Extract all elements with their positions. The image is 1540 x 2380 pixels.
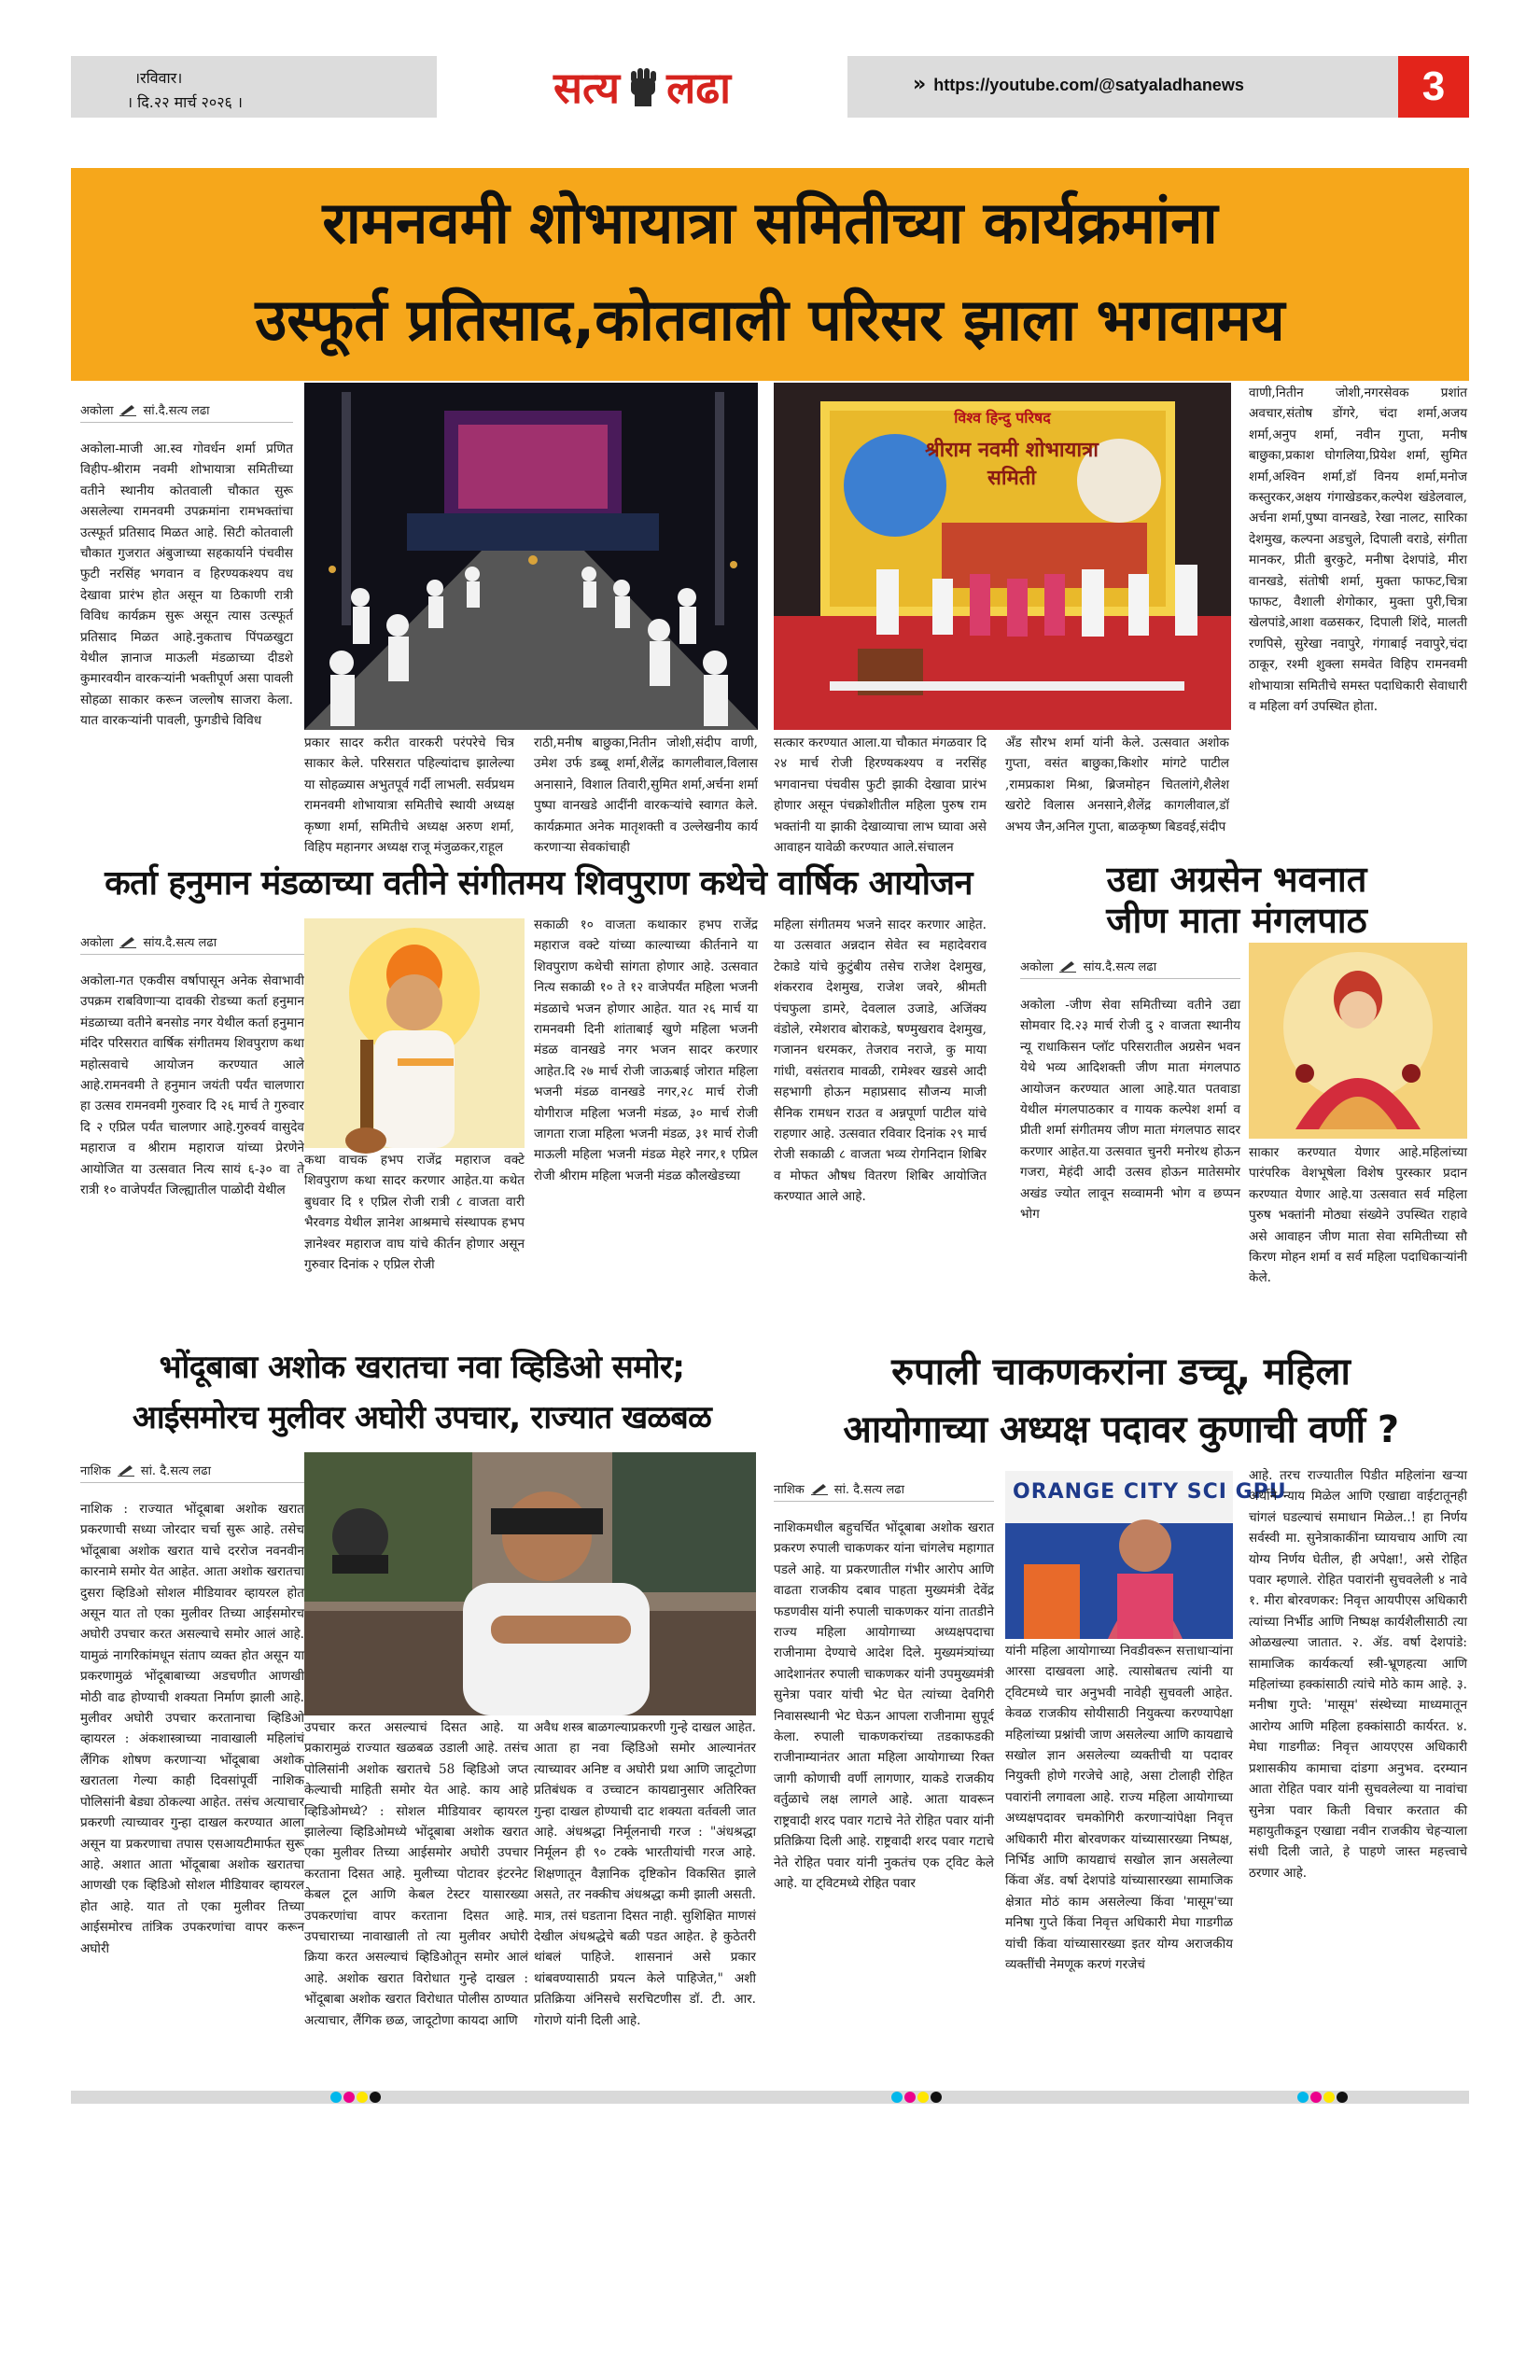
photo2-text: श्रीराम नवमी शोभायात्रा समिती: [925, 439, 1099, 490]
rupali-col-2: यांनी महिला आयोगाच्या निवडीवरून सत्ताधाऱ्यांना आरसा दाखवला आहे. त्यासोबतच त्यांनी या ट्विटमध्ये चार अनुभवी नावेही सुचवली आहेत. केवळ राजकीय सोयीसाठी नियुक्त्या करण्यापेक्षा महिलांच्या प्रश्नांची जाण असलेल्या आणि कायद्याचे सखोल ज्ञान असलेल्या व्यक्तीची या पदावर नियुक्ती होणे गरजेचे आहे, असा टोलाही रोहित पवारांनी लगावला आहे. राज्य महिला आयोगाच्या अध्यक्षपदावर चमकोगिरी करणाऱ्यांपेक्षा निवृत्त अधिकारी मीरा बोरवणकर यांच्यासारख्या निष्पक्ष, निर्भिड आणि कायद्याचं सखोल ज्ञान असलेल्या किंवा ॲड. वर्षा देशपांडे यांच्यासारख्या सामाजिक क्षेत्रात मोठं काम असलेल्या किंवा 'मासूम'च्या मनिषा गुप्ते किंवा निवृत्त अधिकारी मेघा गाडगीळ यांची किंवा यांच्यासारख्या इतर योग्य अराजकीय व्यक्तींची नेमणूक करणं गरजेचं: [1005, 1644, 1233, 1973]
lead-col-3: राठी,मनीष बाछुका,नितीन जोशी,संदीप वाणी, उमेश उर्फ डब्बू शर्मा,शैलेंद्र कागलीवाल,विलास अनासाने, विशाल तिवारी,सुमित शर्मा,अर्चना शर्मा पुष्पा वानखडे आदींनी वारकऱ्यांचे स्वागत केले. कार्यक्रमात अनेक मातृशक्ती व उल्लेखनीय कार्य करणाऱ्या सेवकांचाही: [534, 735, 758, 856]
youtube-link[interactable]: [913, 75, 1244, 95]
lead-col-4: सत्कार करण्यात आला.या चौकात मंगळवार दि २४ मार्च रोजी हिरण्यकश्यप व नरसिंह भगवानचा पंचवीस फुटी झाकी देखावा प्रारंभ होणार असून पंचक्रोशीतील महिला पुरुष राम भक्तांनी या झाकी देखाव्याचा लाभ घ्यावा असे आवाहन यावेळी करण्यात आले.संचालन: [774, 735, 987, 856]
lead-col-1: अकोला-माजी आ.स्व गोवर्धन शर्मा प्रणित विहीप-श्रीराम नवमी शोभायात्रा समितीच्या वतीने स्थानीय कोतवाली चौकात सुरू असलेल्या रामनवमी उपक्रमांना रामभक्तांचा उत्स्फूर्त प्रतिसाद मिळत आहे. सिटी कोतवाली चौकात गुजरात अंबुजाच्या सहकार्याने पंचवीस फुटी नरसिंह भगवान व हिरण्यकश्यप वध देखावा प्रारंभ होत असून या ठिकाणी रात्री विविध कार्यक्रम सुरू असून त्यास उत्स्फूर्त प्रतिसाद मिळत आहे.नुकताच पिंपळखुटा येथील ज्ञानाज माऊली मंडळाच्या दीडशे कुमारवयीन वारकऱ्यांनी भक्तीपूर्ण असा पावली सोहळा साकार करून जल्लोष साजरा केला. यात वारकऱ्यांनी पावली, फुगडीचे विविध: [80, 441, 293, 729]
rupali-photo: [1005, 1471, 1287, 1639]
pen-icon: [119, 403, 137, 416]
dateline-place: नाशिक: [80, 1464, 111, 1478]
logo-word-left: सत्य: [553, 63, 621, 113]
bhondu-headline-line1: भोंदूबाबा अशोक खरातचा नवा व्हिडिओ समोर;: [159, 1349, 685, 1386]
lead-headline-line1: रामनवमी शोभायात्रा समितीच्या कार्यक्रमांना: [322, 189, 1218, 257]
pen-icon: [119, 935, 137, 948]
masthead: [71, 56, 1469, 118]
rupali-col-1: नाशिकमधील बहुचर्चित भोंदूबाबा अशोक खरात प्रकरण रुपाली चाकणकर यांना चांगलेच महागात पडले आहे. या प्रकरणातील गंभीर आरोप आणि वाढता राजकीय दबाव पाहता मुख्यमंत्री देवेंद्र फडणवीस यांनी रुपाली चाकणकर यांना तातडीने राज्य महिला आयोगाच्या अध्यक्षपदाचा राजीनामा देण्याचे आदेश दिले. मुख्यमंत्र्यांच्या आदेशानंतर रुपाली चाकणकर यांनी उपमुख्यमंत्री सुनेत्रा पवार यांची भेट घेत त्यांच्या देवगिरी निवासस्थानी भेट घेऊन आपला राजीनामा सुपूर्द केला. रुपाली चाकणकरांच्या तडकाफडकी राजीनाम्यानंतर आता महिला आयोगाच्या रिक्त जागी कोणाची वर्णी लागणार, याकडे राजकीय वर्तुळाचे लक्ष लागले आहे. आता यावरून राष्ट्रवादी शरद पवार गटाचे नेते रोहित पवार यांनी प्रतिक्रिया दिली आहे. राष्ट्रवादी शरद पवार गटाचे नेते रोहित पवार यांनी नुकतंच एक ट्विट केले आहे. या ट्विटमध्ये रोहित पवार: [774, 1520, 994, 1891]
pen-icon: [810, 1482, 829, 1495]
jeen-dateline: [1020, 958, 1240, 979]
logo-word-right: लढा: [666, 63, 732, 113]
lead-photo-2: [774, 383, 1231, 730]
photo2-banner: विश्व हिन्दु परिषद: [954, 409, 1051, 427]
lead-col-5: अँड सौरभ शर्मा यांनी केले. उत्सवात अशोक गुप्ता, वसंत बाछुका,किशोर मांगटे पाटील ,रामप्रकाश मिश्रा, ब्रिजमोहन चितलांगे,शैलेश खरोटे विलास अनसाने,शैलेंद्र कागलीवाल,डॉ अभय जैन,अनिल गुप्ता, बाळकृष्ण बिडवई,संदीप: [1005, 735, 1229, 834]
bhondu-col-1: नाशिक : राज्यात भोंदूबाबा अशोक खरात प्रकरणाची सध्या जोरदार चर्चा सुरू आहे. तसेच भोंदूबाबा अशोक खरात याचे दररोज नवनवीन कारनामे समोर येत आहेत. आता अशोक खरातचा दुसरा व्हिडिओ सोशल मीडियावर व्हायरल होत असून यात तो एका मुलीवर तिच्या आईसमोरच अघोरी उपचार करत असल्याचे समोर आलं आहे. यामुळं नागरिकांमधून संताप व्यक्त होत असून या प्रकरणामुळं भोंदूबाबाच्या अडचणीत आणखी मोठी वाढ होण्याची शक्यता निर्माण झाली आहे. मुलीवर अघोरी उपचार करतानाचा व्हिडिओ व्हायरल : अंकशास्त्राच्या नावाखाली महिलांचं लैंगिक शोषण करणाऱ्या भोंदूबाबा अशोक खरातला गेल्या काही दिवसांपूर्वी नाशिक पोलिसांनी बेड्या ठोकल्या आहेत. तसंच अत्याचार प्रकरणी त्याच्यावर गुन्हा दाखल करण्यात आला असून या प्रकरणाचा तपास एसआयटीमार्फत सुरू आहे. अशात आता भोंदूबाबा अशोक खरातचा आणखी एक व्हिडिओ सोशल मीडियावर व्हायरल होत आहे. यात तो एका मुलीवर तिच्या आईसमोरच तांत्रिक उपकरणांचा वापर करून अघोरी: [80, 1502, 304, 1956]
registration-marks-left: [330, 2092, 381, 2103]
lead-col-6: वाणी,नितीन जोशी,नगरसेवक प्रशांत अवचार,संतोष डोंगरे, चंदा शर्मा,अजय शर्मा,अनुप शर्मा, नवीन गुप्ता, मनीष बाछुका,प्रकाश घोगलिया,प्रियेश शर्मा, सुमित शर्मा,अश्विन शर्मा,डॉ विनय शर्मा,मनोज कस्तुरकर,अक्षय गंगाखेडकर,कल्पेश खंडेलवाल, अर्चना शर्मा,पुष्पा वानखडे, रेखा नालट, सारिका देशमुख, कल्पना अडचुले, दिपाली वराडे, संगीता मानकर, प्रीती बुरकुटे, मनीषा देशपांडे, मीरा वानखडे, संतोषी शर्मा, मुक्ता फाफट,चित्रा फाफट, वैशाली शेगोकार, मुक्ता पुरी,चित्रा खेलपांडे,आशा वळसकर, दिपाली शिंदे, मालती रणपिसे, सुरेखा नवापुरे, गंगाबाई नवापुरे,चंदा ठाकूर, रश्मी शुक्ला समवेत विहिप रामनवमी शोभायात्रा समितीचे समस्त पदाधिकारी सेवाधारी व महिला वर्ग उपस्थित होता.: [1249, 385, 1467, 715]
rupali-col-3: आहे. तरच राज्यातील पिडीत महिलांना खऱ्या अर्थाने न्याय मिळेल आणि एखाद्या वाईटातूनही चांगलं घडल्याचं समाधान मिळेल..! हा निर्णय सर्वस्वी मा. सुनेत्राकाकींना घ्यायचाय आणि त्या योग्य निर्णय घेतील, ही अपेक्षा!, असे रोहित पवार म्हणाले. रोहित पवारांनी सुचवलेली ४ नावे १. मीरा बोरवणकर: निवृत्त आयपीएस अधिकारी त्यांच्या निर्भीड आणि निष्पक्ष कार्यशैलीसाठी त्या ओळखल्या जातात. २. ॲड. वर्षा देशपांडे: सामाजिक कार्यकर्त्या स्त्री-भ्रूणहत्या आणि महिलांच्या हक्कांसाठी त्यांचे मोठे काम आहे. ३. मनीषा गुप्ते: 'मासूम' संस्थेच्या माध्यमातून आरोग्य आणि महिला हक्कांसाठी कार्यरत. ४. मेघा गाडगीळ: निवृत्त आयएएस अधिकारी प्रशासकीय कामाचा दांडगा अनुभव. दरम्यान आता रोहित पवार यांनी सुचवलेल्या या नावांचा सुनेत्रा पवार किती विचार करतात की महायुतीकडून एखाद्या नवीन राजकीय चेहऱ्याला संधी दिली जाते, हे पाहणे जास्त महत्त्वाचे ठरणार आहे.: [1249, 1468, 1467, 1881]
jeen-headline-line1: उद्या अग्रसेन भवनात: [1106, 859, 1367, 900]
footer-bar: [71, 2091, 1469, 2104]
dateline-source: सां. दै.सत्य लढा: [833, 1483, 904, 1497]
jeen-col-2: साकार करण्यात येणार आहे.महिलांच्या पारंपरिक वेशभूषेला विशेष पुरस्कार प्रदान करण्यात येणार आहे.या उत्सवात सर्व महिला पुरुष भक्तांनी मोठ्या संख्येने उपस्थित राहावे असे आवाहन जीण माता सेवा समितीच्या सौ किरण मोहन शर्मा व सर्व महिला पदाधिकाऱ्यांनी केले.: [1249, 1145, 1467, 1286]
jeen-col-1: अकोला -जीण सेवा समितीच्या वतीने उद्या सोमवार दि.२३ मार्च रोजी दु २ वाजता स्थानीय न्यू राधाकिसन प्लॉट परिसरातील अग्रसेन भवन येथे भव्य आदिशक्ती जीण माता मंगलपाठ आयोजन करण्यात आला आहे.यात पतवाडा येथील मंगलपाठकार व गायक कल्पेश शर्मा व प्रीती शर्मा संगीतमय जीण माता मंगलपाठ सादर करणार आहेत.या उत्सवात चुनरी मनोरथ होऊन गजरा, मेहंदी आदी उत्सव होऊन मातेसमोर अखंड ज्योत लावून सव्वामनी भोग व छप्पन भोग: [1020, 998, 1240, 1223]
bhondu-headline-line2: आईसमोरच मुलीवर अघोरी उपचार, राज्यात खळबळ: [132, 1399, 712, 1436]
dateline-source: सांय.दै.सत्य लढा: [1083, 960, 1157, 974]
dateline-place: अकोला: [80, 936, 114, 950]
issue-day: ।रविवार।: [134, 69, 183, 87]
dateline-source: सां. दै.सत्य लढा: [140, 1464, 211, 1478]
hanuman-col-4: महिला संगीतमय भजने सादर करणार आहेत. या उत्सवात अन्नदान सेवेत स्व महादेवराव टेकाडे यांचे कुटुंबीय तसेच राजेश देशमुख, शंकरराव देशमुख, राजेश जवरे, श्रीमती पंचफुला डामरे, देवलाल उजाडे, अजिंक्य वंडोले, रमेशराव बोराकडे, षण्मुखराव देशमुख, गजानन धरमकर, तेजराव नराजे, कु माया गांधी, वसंतराव मावळी, रामेश्वर खडसे आदी सहभागी होऊन महाप्रसाद सौजन्य माजी सैनिक रामधन राउत व अन्नपूर्णा पाटील यांचे राहणार आहे. उत्सवात रविवार दिनांक २९ मार्च रोजी सकाळी ८ वाजता भव्य रोगनिदान शिबिर व मोफत औषध वितरण शिबिर आयोजित करण्यात आले आहे.: [774, 917, 987, 1205]
dateline-source: सांय.दै.सत्य लढा: [143, 936, 217, 950]
lead-dateline: [80, 401, 293, 423]
lead-headline-box: [71, 168, 1469, 381]
pen-icon: [1058, 959, 1077, 973]
youtube-url[interactable]: https://youtube.com/@satyaladhanews: [933, 75, 1244, 94]
dateline-place: नाशिक: [774, 1483, 805, 1497]
dateline-place: अकोला: [1020, 960, 1054, 974]
lead-headline-line2: उस्फूर्त प्रतिसाद,कोतवाली परिसर झाला भगवामय: [255, 286, 1285, 354]
rupali-headline-line2: आयोगाच्या अध्यक्ष पदावर कुणाची वर्णी ?: [843, 1408, 1399, 1451]
hanuman-photo: [304, 918, 525, 1148]
masthead-logo: [437, 56, 847, 118]
dateline-source: सां.दै.सत्य लढा: [143, 404, 210, 418]
dateline-place: अकोला: [80, 404, 114, 418]
registration-marks-center: [891, 2092, 942, 2103]
hanuman-col-2: कथा वाचक हभप राजेंद्र महाराज वक्टे शिवपुराण कथा सादर करणार आहेत.या कथेत बुधवार दि १ एप्रिल रोजी रात्री ८ वाजता वारी भैरवगड येथील ज्ञानेश आश्रमाचे संस्थापक हभप ज्ञानेश्वर महाराज वाघ यांचे कीर्तन होणार असून गुरुवार दिनांक २ एप्रिल रोजी: [304, 1153, 525, 1273]
bhondu-photo: [304, 1452, 756, 1715]
bhondu-dateline: [80, 1462, 304, 1483]
issue-date: । दि.२२ मार्च २०२६ ।: [127, 93, 243, 111]
bhondu-col-2: उपचार करत असल्याचं दिसत आहे. या प्रकारामुळं राज्यात खळबळ उडाली आहे. तसंच पोलिसांनी अशोक खरातचे 58 व्हिडिओ जप्त केल्याची माहिती समोर येत आहे. काय आहे व्हिडिओमध्ये? : सोशल मीडियावर व्हायरल झालेल्या व्हिडिओमध्ये भोंदूबाबा अशोक खरात एका मुलीवर तिच्या आईसमोर अघोरी उपचार करताना दिसत आहे. मुलीच्या पोटावर इंटरनेट केबल टूल आणि केबल टेस्टर यासारख्या उपकरणांचा वापर करताना दिसत आहे. उपचाराच्या नावाखाली तो त्या मुलीवर अघोरी क्रिया करत असल्याचं व्हिडिओतून समोर आलं आहे. अशोक खरात विरोधात गुन्हे दाखल : भोंदूबाबा अशोक खरात विरोधात पोलीस ठाण्यात अत्याचार, लैंगिक छळ, जादूटोणा कायदा आणि: [304, 1720, 528, 2028]
hanuman-col-3: सकाळी १० वाजता कथाकार हभप राजेंद्र महाराज वक्टे यांच्या काल्याच्या कीर्तनाने या शिवपुराण कथेची सांगता होणार आहे. उत्सवात नित्य सकाळी १० ते १२ वाजेपर्यंत महिला भजनी मंडळाचे भजन होणार आहेत. यात २६ मार्च या रामनवमी दिनी शांताबाई खुणे महिला भजनी मंडळ वानखडे नगर भजन सादर करणार आहेत.दि २७ मार्च रोजी जाऊबाई जोरात महिला भजनी मंडळ वानखडे नगर,२८ मार्च रोजी योगीराज महिला भजनी मंडळ, ३० मार्च रोजी जागता राजा महिला भजनी मंडळ, ३१ मार्च रोजी माऊली महिला भजनी मंडळ मेहरे नगर,१ एप्रिल रोजी श्रीराम महिला भजनी मंडळ कौलखेडच्या: [534, 917, 758, 1183]
registration-marks-right: [1297, 2092, 1348, 2103]
lead-photo-1: [304, 383, 758, 730]
jeen-photo: [1249, 943, 1467, 1139]
double-arrow-icon: »: [913, 73, 927, 96]
photo-sign: ORANGE CITY SCI GPU: [1013, 1480, 1287, 1504]
page-number: 3: [1398, 56, 1469, 118]
pen-icon: [117, 1463, 135, 1477]
hanuman-headline: कर्ता हनुमान मंडळाच्या वतीने संगीतमय शिवपुराण कथेचे वार्षिक आयोजन: [105, 864, 973, 903]
rupali-dateline: [774, 1480, 994, 1502]
lead-col-2: प्रकार सादर करीत वारकरी परंपरेचे चित्र साकार केले. परिसरात पहिल्यांदाच झालेल्या या सोहळ्यास अभुतपूर्व गर्दी लाभली. सर्वप्रथम रामनवमी शोभायात्रा समितीचे स्थायी अध्यक्ष कृष्णा शर्मा, समितीचे अध्यक्ष अरुण शर्मा, विहिप महानगर अध्यक्ष राजू मंजुळकर,राहूल: [304, 735, 514, 856]
raised-fist-icon: [625, 65, 661, 108]
hanuman-col-1: अकोला-गत एकवीस वर्षापासून अनेक सेवाभावी उपक्रम राबविणाऱ्या दावकी रोडच्या कर्ता हनुमान मंडळाच्या वतीने बनसोड नगर येथील कर्ता हनुमान मंदिर परिसरात वार्षिक संगीतमय शिवपुराण कथा महोत्सवाचे आयोजन करण्यात आले आहे.रामनवमी ते हनुमान जयंती पर्यंत चालणारा हा उत्सव रामनवमी गुरुवार दि २६ मार्च ते गुरुवार दि २ एप्रिल पर्यंत चालणार आहे.गुरुवर्य वासुदेव महाराज व श्रीराम महाराज यांच्या प्रेरणेने आयोजित या उत्सवात नित्य सायं ६-३० वा ते रात्री १० वाजेपर्यंत जिल्ह्यातील पाळोदी येथील: [80, 973, 304, 1198]
hanuman-dateline: [80, 933, 304, 955]
bhondu-col-3: अवैध शस्त्र बाळगल्याप्रकरणी गुन्हे दाखल आहेत. आता हा नवा व्हिडिओ समोर आल्यानंतर त्याच्यावर अनिष्ट व अघोरी प्रथा आणि जादूटोणा प्रतिबंधक व उच्चाटन कायद्यानुसार अतिरिक्त गुन्हा दाखल होण्याची दाट शक्यता वर्तवली जात आहे. अंधश्रद्धा निर्मूलनाची गरज : "अंधश्रद्धा निर्मूलन ही ९० टक्के भारतीयांची गरज आहे. शिक्षणातून वैज्ञानिक दृष्टिकोन विकसित झाले असते, तर नक्कीच अंधश्रद्धा कमी झाली असती. मात्र, तसं घडताना दिसत नाही. सुशिक्षित माणसं देखील अंधश्रद्धेचे बळी पडत आहेत. हे कुठेतरी थांबलं पाहिजे. शासनानं असे प्रकार थांबवण्यासाठी प्रयत्न केले पाहिजेत," अशी प्रतिक्रिया अंनिसचे सरचिटणीस डॉ. टी. आर. गोराणे यांनी दिली आहे.: [534, 1720, 756, 2028]
rupali-headline-line1: रुपाली चाकणकरांना डच्चू, महिला: [891, 1351, 1351, 1393]
jeen-headline-line2: जीण माता मंगलपाठ: [1106, 900, 1367, 941]
